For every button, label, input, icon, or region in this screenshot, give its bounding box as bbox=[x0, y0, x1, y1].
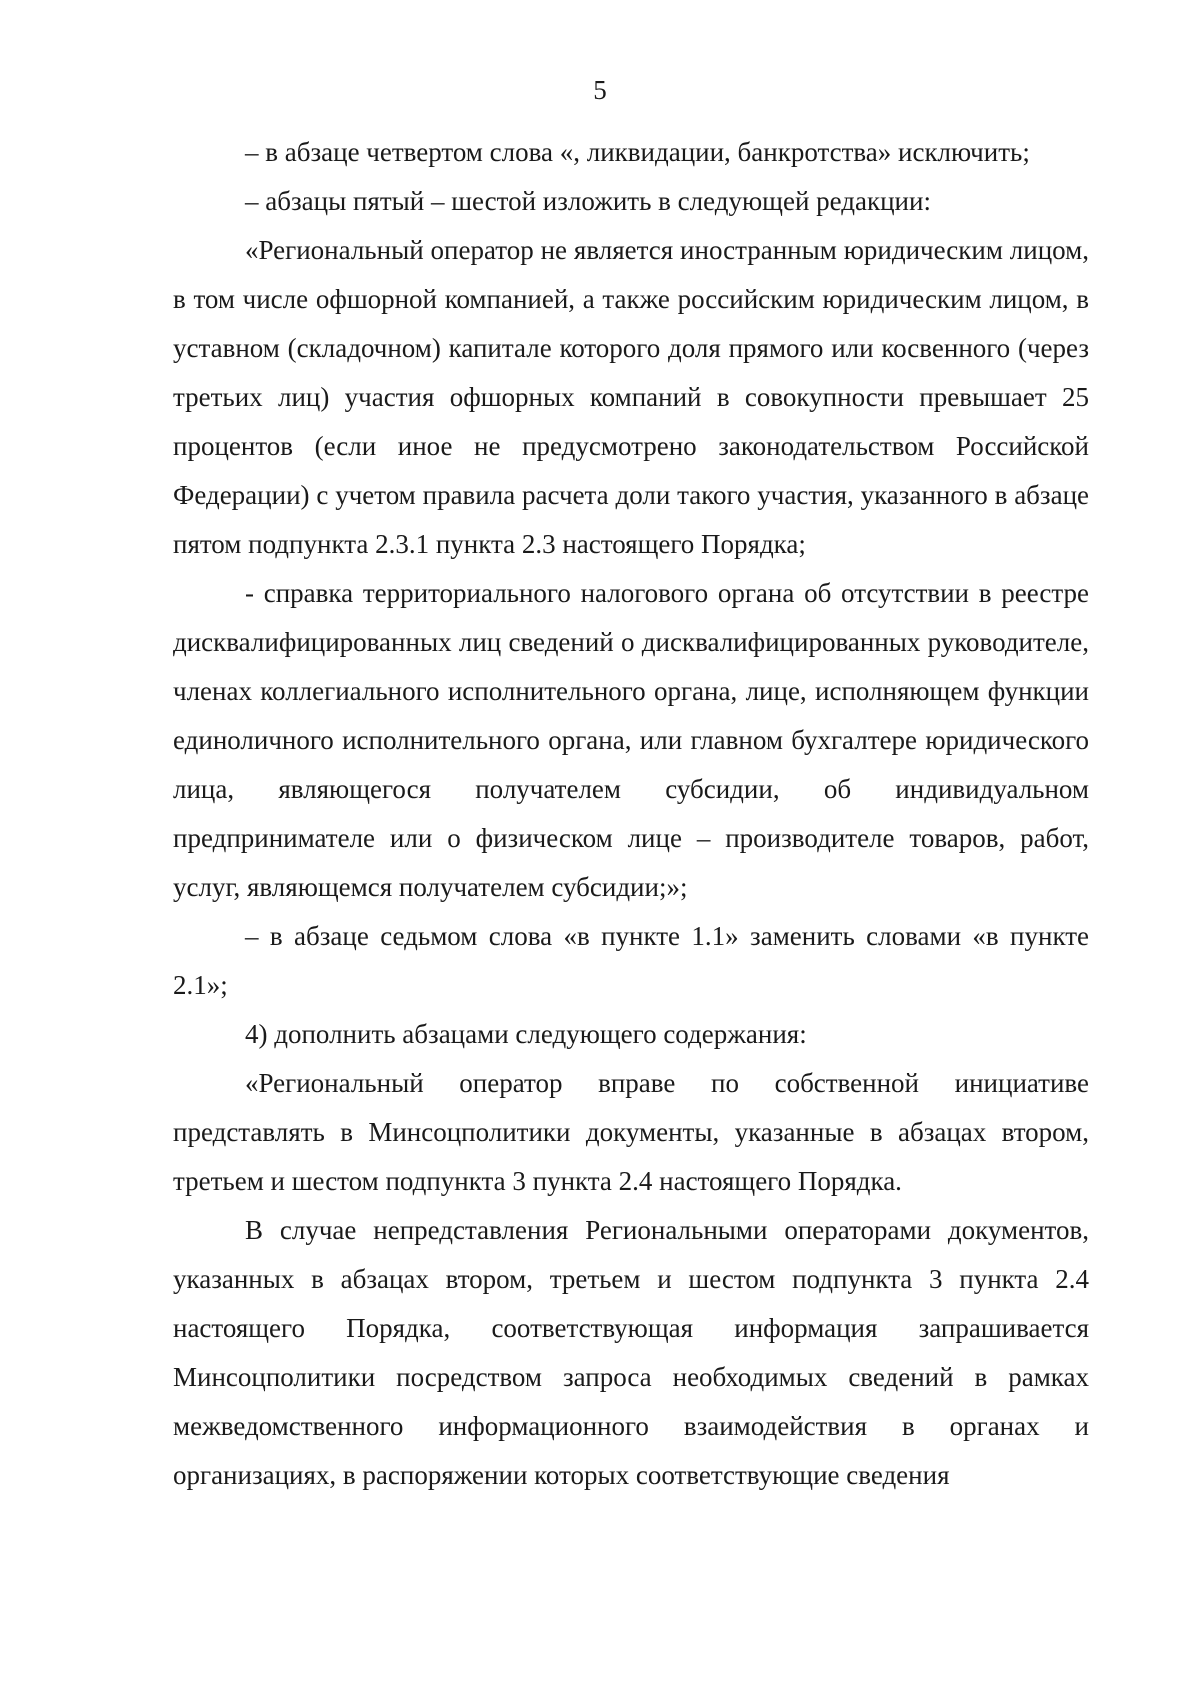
paragraph-6: 4) дополнить абзацами следующего содержания: bbox=[245, 1019, 807, 1049]
paragraph-2: – абзацы пятый – шестой изложить в следующей редакции: bbox=[245, 186, 931, 216]
paragraph-4: - справка территориального налогового органа об отсутствии в реестре дисквалифицированных лиц сведений о дисквалифицированных руководителе, членах коллегиального исполнительного органа, лице, исполняющем функции единоличного исполнительного органа, или главном бухгалтере юридического лица, являющегося получателем субсидии, об индивидуальном предпринимателе или о физическом лице – производителе товаров, работ, услуг, являющемся получателем субсидии;»; bbox=[173, 578, 1089, 902]
paragraph-1: – в абзаце четвертом слова «, ликвидации, банкротства» исключить; bbox=[245, 137, 1030, 167]
paragraph-8: В случае непредставления Региональными операторами документов, указанных в абзацах втором, третьем и шестом подпункта 3 пункта 2.4 настоящего Порядка, соответствующая информация запрашивается Минсоцполитики посредством запроса необходимых сведений в рамках межведомственного информационного взаимодействия в органах и организациях, в распоряжении которых соответствующие сведения bbox=[173, 1215, 1089, 1490]
page-number: 5 bbox=[593, 75, 607, 105]
paragraph-5: – в абзаце седьмом слова «в пункте 1.1» заменить словами «в пункте 2.1»; bbox=[173, 921, 1089, 1000]
paragraph-3: «Региональный оператор не является иностранным юридическим лицом, в том числе офшорной компанией, а также российским юридическим лицом, в уставном (складочном) капитале которого доля прямого или косвенного (через третьих лиц) участия офшорных компаний в совокупности превышает 25 процентов (если иное не предусмотрено законодательством Российской Федерации) с учетом правила расчета доли такого участия, указанного в абзаце пятом подпункта 2.3.1 пункта 2.3 настоящего Порядка; bbox=[173, 235, 1089, 559]
paragraph-7: «Региональный оператор вправе по собственной инициативе представлять в Минсоцполитики документы, указанные в абзацах втором, третьем и шестом подпункта 3 пункта 2.4 настоящего Порядка. bbox=[173, 1068, 1089, 1196]
document-body bbox=[173, 128, 1089, 1500]
